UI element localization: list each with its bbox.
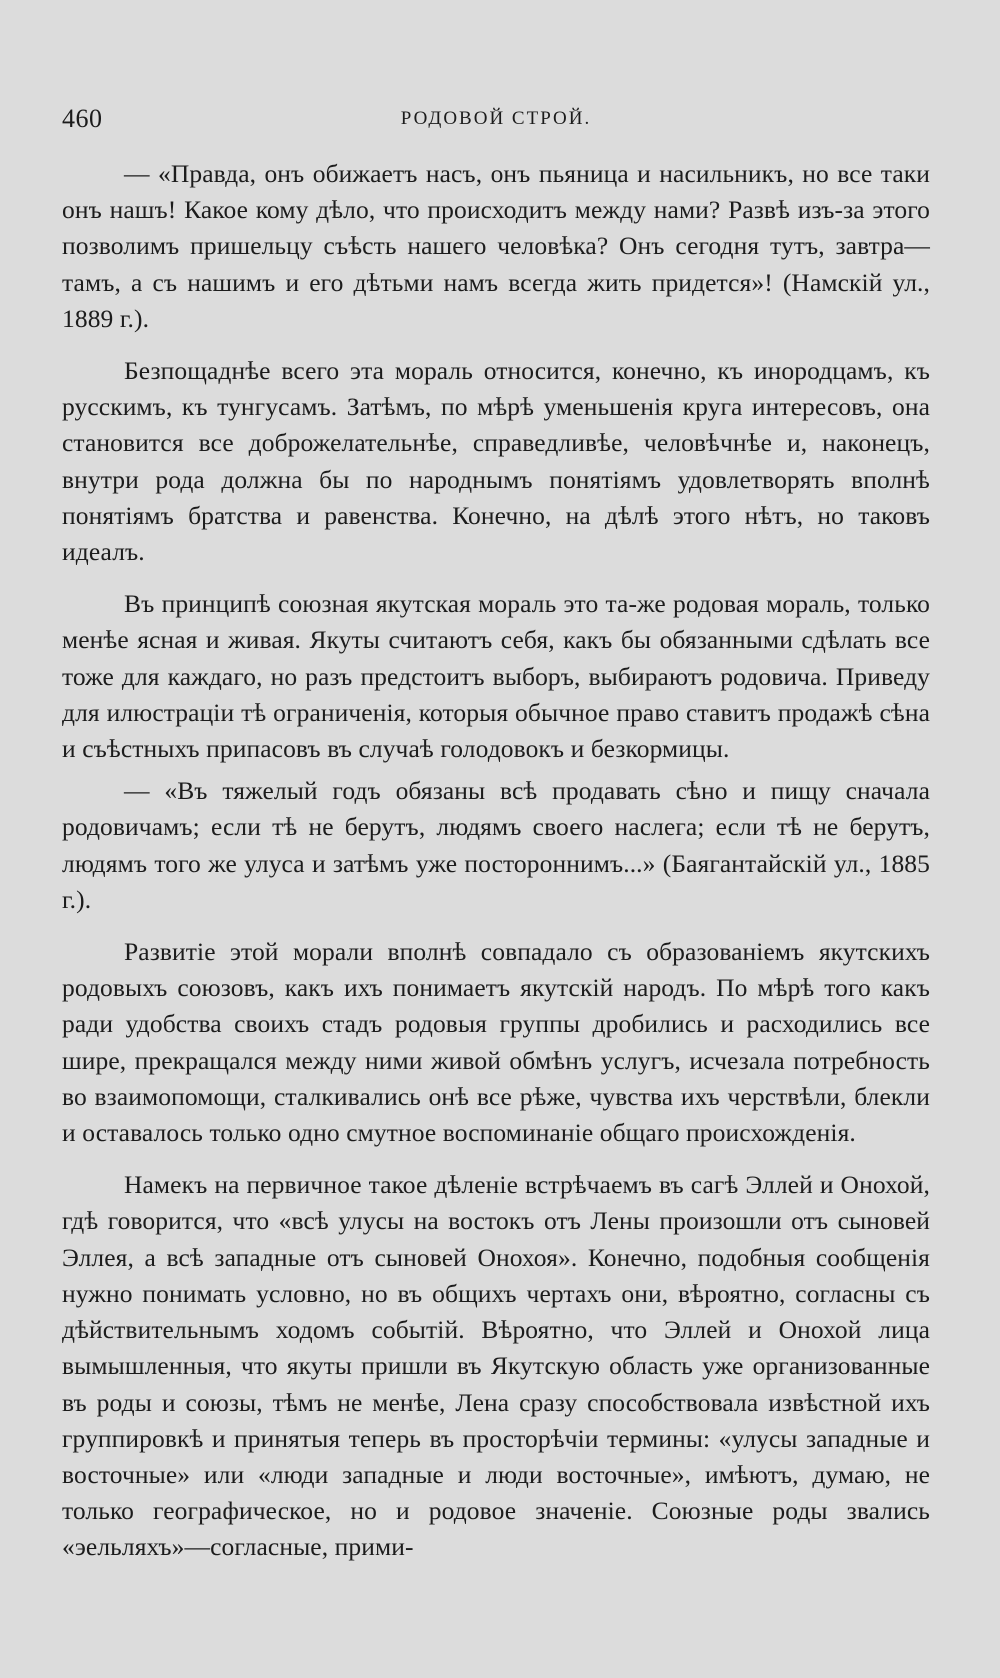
page-number: 460 [62,104,103,133]
running-title: РОДОВОЙ СТРОЙ. [400,108,592,129]
page-header [62,104,930,144]
body-text [62,156,930,1566]
paragraph-quote-namsky: — «Правда, онъ обижаетъ насъ, онъ пьяница и насильникъ, но все таки онъ нашъ! Какое кому дѣло, что происходитъ между нами? Развѣ изъ-за этого позволимъ пришельцу съѣсть нашего человѣка? Онъ сегодня тутъ, завтра—тамъ, а съ нашимъ и его дѣтьми намъ всегда жить придется»! (Намскій ул., 1889 г.). [62,159,930,333]
paragraph-development: Развитіе этой морали вполнѣ совпадало съ образованіемъ якутскихъ родовыхъ союзовъ, какъ ихъ понимаетъ якутскій народъ. По мѣрѣ того какъ ради удобства своихъ стадъ родовыя группы дробились и расходились все шире, прекращался между ними живой обмѣнъ услугъ, исчезала потребность во взаимопомощи, сталкивались онѣ все рѣже, чувства ихъ черствѣли, блекли и оставалось только одно смутное воспоминаніе общаго происхожденія. [62,937,930,1148]
paragraph-morality: Безпощаднѣе всего эта мораль относится, конечно, къ инородцамъ, къ русскимъ, къ тунгусамъ. Затѣмъ, по мѣрѣ уменьшенія круга интересовъ, она становится все доброжелательнѣе, справедливѣе, человѣчнѣе и, наконецъ, внутри рода должна бы по народнымъ понятіямъ удовлетворять вполнѣ понятіямъ братства и равенства. Конечно, на дѣлѣ этого нѣтъ, но таковъ идеалъ. [62,356,930,567]
paragraph-union-morality: Въ принципѣ союзная якутская мораль это та-же родовая мораль, только менѣе ясная и живая. Якуты считаютъ себя, какъ бы обязанными сдѣлать все тоже для каждаго, но разъ предстоитъ выборъ, выбираютъ родовича. Приведу для илюстраціи тѣ ограниченія, которыя обычное право ставитъ продажѣ сѣна и съѣстныхъ припасовъ въ случаѣ голодовокъ и безкормицы. [62,589,930,764]
paragraph-quote-bayagantay: — «Въ тяжелый годъ обязаны всѣ продавать сѣно и пищу сначала родовичамъ; если тѣ не берутъ, людямъ своего наслега; если тѣ не берутъ, людямъ того же улуса и затѣмъ уже постороннимъ...» (Баягантайскій ул., 1885 г.). [62,776,930,914]
paragraph-saga: Намекъ на первичное такое дѣленіе встрѣчаемъ въ сагѣ Эллей и Онохой, гдѣ говорится, что «всѣ улусы на востокъ отъ Лены произошли отъ сыновей Эллея, а всѣ западные отъ сыновей Онохоя». Конечно, подобныя сообщенія нужно понимать условно, но въ общихъ чертахъ они, вѣроятно, согласны съ дѣйствительнымъ ходомъ событій. Вѣроятно, что Эллей и Онохой лица вымышленныя, что якуты пришли въ Якутскую область уже организованные въ роды и союзы, тѣмъ не менѣе, Лена сразу способствовала извѣстной ихъ группировкѣ и принятыя теперь въ просторѣчіи термины: «улусы западные и восточные» или «люди западные и люди восточные», имѣютъ, думаю, не только географическое, но и родовое значеніе. Союзные роды звались «эельляхъ»—согласные, прими- [62,1170,930,1562]
